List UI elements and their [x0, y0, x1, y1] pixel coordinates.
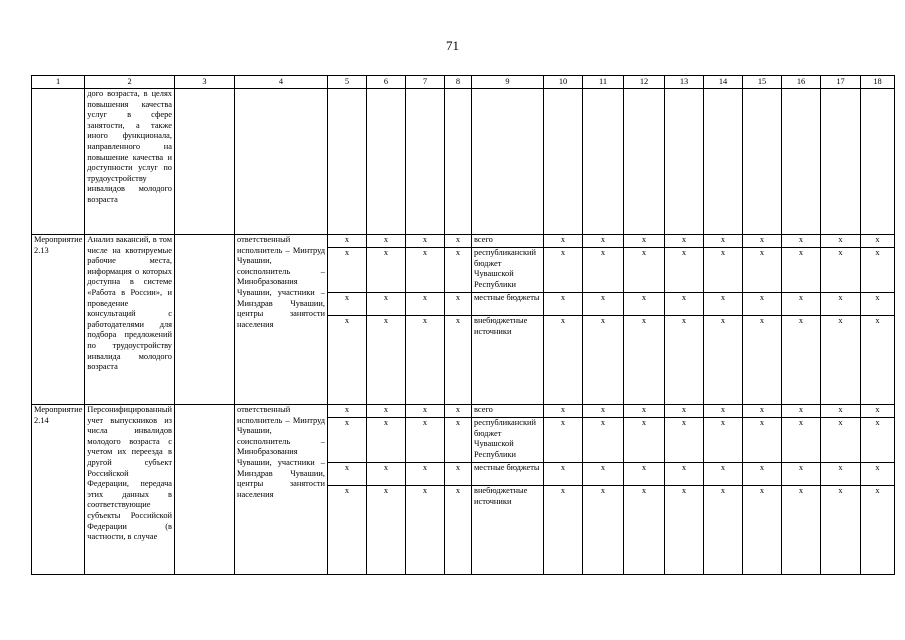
- header-col-4: 4: [235, 76, 328, 89]
- funding-source: внебюджетные источники: [472, 316, 544, 405]
- value-cell: x: [743, 293, 782, 316]
- value-cell: x: [704, 316, 743, 405]
- value-cell: x: [583, 405, 624, 418]
- value-cell: x: [328, 418, 367, 463]
- header-col-11: 11: [583, 76, 624, 89]
- measure-row: [32, 235, 895, 248]
- value-cell: x: [821, 248, 861, 293]
- header-col-18: 18: [861, 76, 895, 89]
- value-cell: x: [743, 316, 782, 405]
- header-col-1: 1: [32, 76, 85, 89]
- value-cell: x: [328, 293, 367, 316]
- value-cell: x: [367, 405, 406, 418]
- value-cell: x: [782, 463, 821, 486]
- value-cell: x: [665, 418, 704, 463]
- value-cell: x: [328, 235, 367, 248]
- header-col-9: 9: [472, 76, 544, 89]
- value-cell: x: [445, 486, 472, 575]
- value-cell: x: [665, 248, 704, 293]
- value-cell: x: [782, 405, 821, 418]
- measure-col3: [175, 405, 235, 575]
- value-cell: x: [544, 405, 583, 418]
- value-cell: x: [743, 248, 782, 293]
- value-cell: x: [665, 463, 704, 486]
- value-cell: x: [624, 486, 665, 575]
- value-cell: x: [445, 235, 472, 248]
- value-cell: x: [861, 463, 895, 486]
- measure-executors: ответственный исполнитель – Минтруд Чувашии, соисполнитель – Минобразования Чувашии, участники – Минздрав Чувашии, центры занятости населения: [235, 405, 328, 575]
- value-cell: x: [821, 405, 861, 418]
- value-cell: x: [544, 248, 583, 293]
- value-cell: x: [406, 405, 445, 418]
- value-cell: x: [782, 486, 821, 575]
- program-table: [31, 75, 895, 575]
- value-cell: x: [861, 418, 895, 463]
- value-cell: x: [704, 405, 743, 418]
- value-cell: x: [328, 405, 367, 418]
- value-cell: x: [782, 293, 821, 316]
- value-cell: x: [445, 463, 472, 486]
- value-cell: x: [583, 293, 624, 316]
- value-cell: x: [406, 463, 445, 486]
- value-cell: x: [624, 293, 665, 316]
- value-cell: x: [406, 316, 445, 405]
- value-cell: x: [328, 463, 367, 486]
- value-cell: x: [544, 418, 583, 463]
- value-cell: x: [821, 463, 861, 486]
- continuation-row: [32, 89, 895, 235]
- value-cell: x: [544, 316, 583, 405]
- value-cell: x: [624, 405, 665, 418]
- measure-description: Персонифицированный учет выпускников из числа инвалидов молодого возраста с учетом их переезда в другой субъект Российской Федерации, передача этих данных в соответствующие субъекты Российской Федерации (в частности, в случае: [85, 405, 175, 575]
- value-cell: x: [406, 293, 445, 316]
- page-number: 71: [446, 38, 459, 53]
- value-cell: x: [665, 293, 704, 316]
- value-cell: x: [665, 316, 704, 405]
- value-cell: x: [821, 486, 861, 575]
- value-cell: x: [544, 235, 583, 248]
- header-col-13: 13: [665, 76, 704, 89]
- funding-source: всего: [472, 405, 544, 418]
- header-col-6: 6: [367, 76, 406, 89]
- value-cell: x: [583, 235, 624, 248]
- value-cell: x: [445, 405, 472, 418]
- value-cell: x: [406, 486, 445, 575]
- header-col-10: 10: [544, 76, 583, 89]
- header-col-5: 5: [328, 76, 367, 89]
- header-col-12: 12: [624, 76, 665, 89]
- value-cell: x: [583, 486, 624, 575]
- funding-source: внебюджетные источники: [472, 486, 544, 575]
- value-cell: x: [782, 316, 821, 405]
- value-cell: x: [406, 418, 445, 463]
- value-cell: x: [743, 418, 782, 463]
- value-cell: x: [704, 235, 743, 248]
- value-cell: x: [743, 235, 782, 248]
- measure-label: Мероприятие 2.13: [32, 235, 85, 405]
- value-cell: x: [367, 248, 406, 293]
- value-cell: x: [821, 293, 861, 316]
- funding-source: всего: [472, 235, 544, 248]
- header-col-15: 15: [743, 76, 782, 89]
- value-cell: x: [406, 248, 445, 293]
- value-cell: x: [367, 316, 406, 405]
- value-cell: x: [624, 463, 665, 486]
- value-cell: x: [445, 293, 472, 316]
- header-col-17: 17: [821, 76, 861, 89]
- value-cell: x: [624, 235, 665, 248]
- measure-col3: [175, 235, 235, 405]
- header-row: [32, 76, 895, 89]
- header-col-14: 14: [704, 76, 743, 89]
- value-cell: x: [782, 418, 821, 463]
- value-cell: x: [743, 463, 782, 486]
- value-cell: x: [367, 418, 406, 463]
- value-cell: x: [328, 486, 367, 575]
- header-col-2: 2: [85, 76, 175, 89]
- header-col-3: 3: [175, 76, 235, 89]
- value-cell: x: [328, 316, 367, 405]
- value-cell: x: [406, 235, 445, 248]
- measure-executors: ответственный исполнитель – Минтруд Чувашии, соисполнитель – Минобразования Чувашии, участники – Минздрав Чувашии, центры занятости населения: [235, 235, 328, 405]
- value-cell: x: [665, 405, 704, 418]
- value-cell: x: [367, 293, 406, 316]
- funding-source: республиканский бюджет Чувашской Республики: [472, 418, 544, 463]
- value-cell: x: [704, 293, 743, 316]
- value-cell: x: [861, 486, 895, 575]
- value-cell: x: [367, 235, 406, 248]
- value-cell: x: [704, 418, 743, 463]
- funding-source: республиканский бюджет Чувашской Республики: [472, 248, 544, 293]
- value-cell: x: [445, 248, 472, 293]
- value-cell: x: [782, 248, 821, 293]
- funding-source: местные бюджеты: [472, 463, 544, 486]
- value-cell: x: [821, 418, 861, 463]
- header-col-8: 8: [445, 76, 472, 89]
- measure-row: [32, 405, 895, 418]
- value-cell: x: [624, 248, 665, 293]
- value-cell: x: [821, 316, 861, 405]
- value-cell: x: [367, 486, 406, 575]
- value-cell: x: [743, 405, 782, 418]
- value-cell: x: [624, 418, 665, 463]
- value-cell: x: [544, 486, 583, 575]
- value-cell: x: [861, 405, 895, 418]
- funding-source: местные бюджеты: [472, 293, 544, 316]
- measure-label: Мероприятие 2.14: [32, 405, 85, 575]
- value-cell: x: [861, 248, 895, 293]
- value-cell: x: [583, 463, 624, 486]
- value-cell: x: [583, 316, 624, 405]
- value-cell: x: [704, 248, 743, 293]
- value-cell: x: [583, 248, 624, 293]
- value-cell: x: [861, 316, 895, 405]
- value-cell: x: [704, 463, 743, 486]
- value-cell: x: [445, 418, 472, 463]
- value-cell: x: [743, 486, 782, 575]
- value-cell: x: [544, 293, 583, 316]
- value-cell: x: [861, 293, 895, 316]
- value-cell: x: [704, 486, 743, 575]
- header-col-7: 7: [406, 76, 445, 89]
- continuation-text: дого возраста, в целях повышения качества услуг в сфере занятости, а также иного функционала, направленного на повышение качества и доступности услуг по трудоустройству инвалидов молодого возраста: [85, 89, 175, 235]
- value-cell: x: [821, 235, 861, 248]
- value-cell: x: [367, 463, 406, 486]
- header-col-16: 16: [782, 76, 821, 89]
- value-cell: x: [624, 316, 665, 405]
- value-cell: x: [445, 316, 472, 405]
- value-cell: x: [328, 248, 367, 293]
- measure-description: Анализ вакансий, в том числе на квотируемые рабочие места, информация о которых доступна в системе «Работа в России», и проведение консультаций с работодателями для подбора предложений по трудоустройству инвалида молодого возраста: [85, 235, 175, 405]
- value-cell: x: [782, 235, 821, 248]
- value-cell: x: [861, 235, 895, 248]
- value-cell: x: [544, 463, 583, 486]
- value-cell: x: [665, 235, 704, 248]
- value-cell: x: [665, 486, 704, 575]
- value-cell: x: [583, 418, 624, 463]
